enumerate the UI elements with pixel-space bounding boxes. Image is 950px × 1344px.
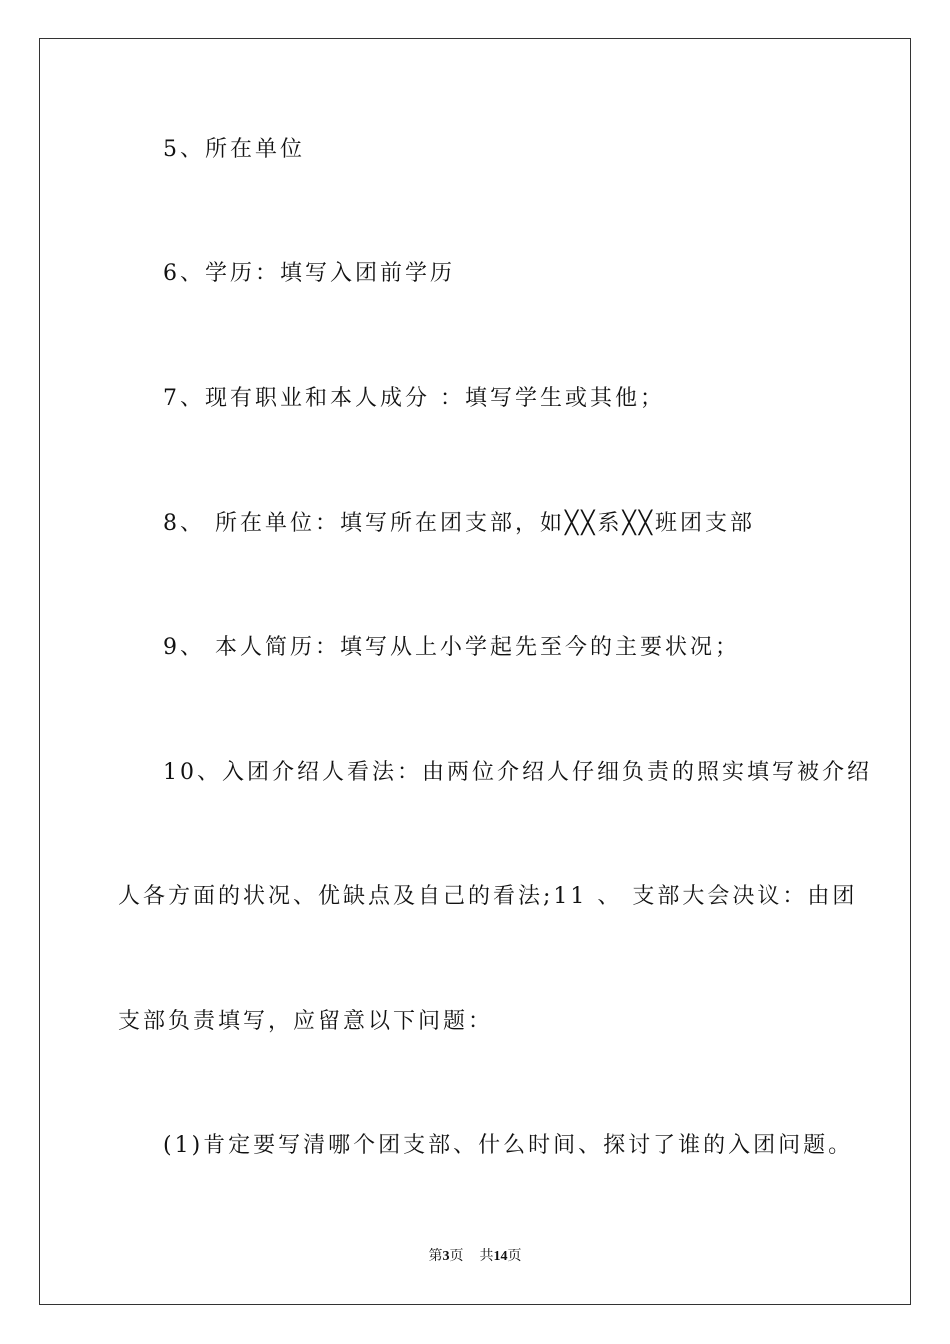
- page-number: 3: [442, 1249, 450, 1264]
- item-6-education: 6、学历：填写入团前学历: [163, 261, 455, 286]
- page-footer: [0, 1248, 950, 1266]
- item-9-resume: 9、 本人简历：填写从上小学起先至今的主要状况；: [163, 635, 740, 660]
- page-suffix: 页: [449, 1249, 464, 1264]
- total-prefix: 共: [479, 1249, 494, 1264]
- item-5-workplace: 5、所在单位: [163, 137, 305, 162]
- page-border: [39, 38, 911, 1305]
- total-suffix: 页: [507, 1249, 522, 1264]
- total-pages: 14: [493, 1249, 508, 1264]
- item-11-continuation: 支部负责填写，应留意以下问题：: [118, 1009, 494, 1034]
- item-10-introducer-opinion: 10、入团介绍人看法：由两位介绍人仔细负责的照实填写被介绍: [163, 760, 872, 785]
- page-prefix: 第: [428, 1249, 443, 1264]
- item-8-unit: 8、 所在单位：填写所在团支部，如╳╳系╳╳班团支部: [163, 511, 755, 536]
- item-10-continuation: 人各方面的状况、优缺点及自己的看法;11 、 支部大会决议：由团: [118, 884, 858, 909]
- item-7-occupation: 7、现有职业和本人成分 ：填写学生或其他；: [163, 386, 665, 411]
- note-1-paragraph: (1)肯定要写清哪个团支部、什么时间、探讨了谁的入团问题。: [163, 1133, 854, 1158]
